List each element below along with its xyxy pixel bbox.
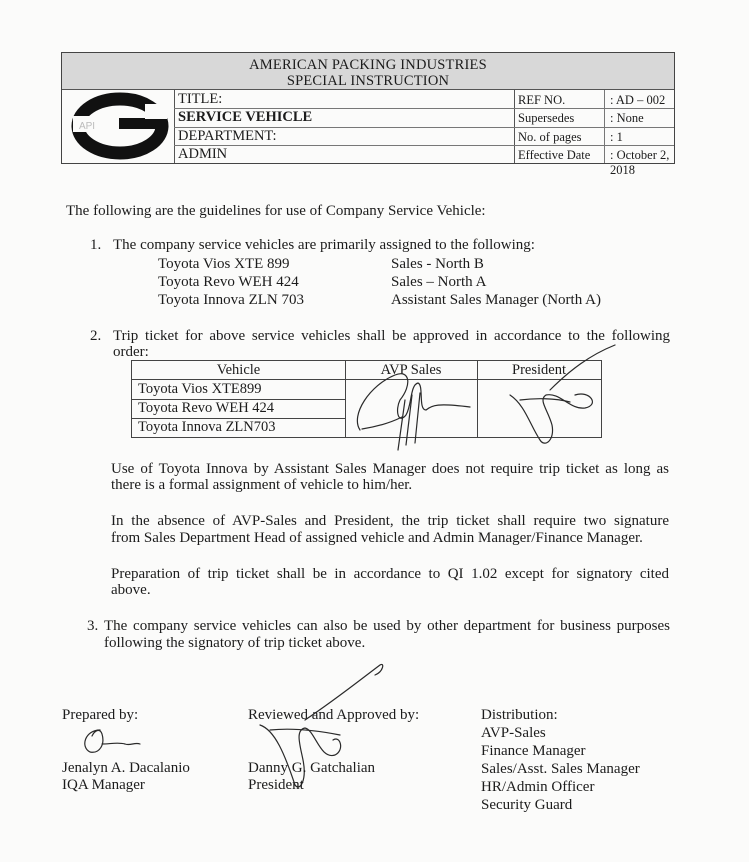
distribution-label: Distribution: (481, 707, 558, 723)
distribution-item: HR/Admin Officer (481, 779, 595, 795)
logo-text: API (78, 121, 96, 132)
pages-value: : 1 (610, 130, 623, 144)
distribution-item: AVP-Sales (481, 725, 546, 741)
president-signature-table (490, 340, 620, 455)
reviewed-by-label: Reviewed and Approved by: (248, 707, 420, 723)
table-row-vehicle-1: Toyota Vios XTE899 (138, 381, 262, 397)
para2-line2: from Sales Department Head of assigned vehicle and Admin Manager/Finance Manager. (111, 530, 643, 546)
prepared-by-title: IQA Manager (62, 777, 145, 793)
item3-number: 3. (87, 618, 99, 634)
document-header (61, 52, 675, 177)
item3-text-line1: The company service vehicles can also be used by other department for business purposes (104, 618, 670, 634)
intro-text: The following are the guidelines for use of Company Service Vehicle: (66, 203, 486, 219)
assignment-to-1: Sales - North B (391, 256, 484, 272)
table-header-president: President (512, 362, 566, 378)
company-logo (63, 90, 173, 162)
prepared-by-label: Prepared by: (62, 707, 139, 723)
para3-line2: above. (111, 582, 151, 598)
item2-number: 2. (90, 328, 102, 344)
prepared-by-name: Jenalyn A. Dacalanio (62, 760, 190, 776)
avp-sales-signature (340, 355, 490, 455)
para3-line1: Preparation of trip ticket shall be in accordance to QI 1.02 except for signatory cited (111, 566, 669, 582)
assignment-vehicle-2: Toyota Revo WEH 424 (158, 274, 299, 290)
title-value: SERVICE VEHICLE (178, 109, 313, 125)
item1-text: The company service vehicles are primarily assigned to the following: (113, 237, 535, 253)
distribution-item: Finance Manager (481, 743, 586, 759)
para1-line2: there is a formal assignment of vehicle to him/her. (111, 477, 413, 493)
prepared-signature (70, 722, 160, 762)
reviewed-by-title: President (248, 777, 304, 793)
item2-text-line2: order: (113, 344, 149, 360)
effective-date-label: Effective Date (518, 148, 591, 162)
department-label: DEPARTMENT: (178, 128, 277, 144)
reference-cell (514, 90, 674, 177)
table-header-vehicle: Vehicle (216, 362, 261, 378)
supersedes-value: : None (610, 111, 644, 125)
company-name: AMERICAN PACKING INDUSTRIES (249, 57, 487, 73)
table-row-vehicle-2: Toyota Revo WEH 424 (138, 400, 275, 416)
title-label: TITLE: (178, 91, 223, 107)
header-title-band (62, 53, 674, 90)
table-header-avp-sales: AVP Sales (380, 362, 442, 378)
pages-label: No. of pages (518, 130, 582, 144)
ref-no-label: REF NO. (518, 93, 566, 107)
item3-text-line2: following the signatory of trip ticket above. (104, 635, 366, 651)
para2-line1: In the absence of AVP-Sales and President, the trip ticket shall require two signature (111, 513, 669, 529)
department-value: ADMIN (178, 146, 228, 162)
para1-line1: Use of Toyota Innova by Assistant Sales Manager does not require trip ticket as long as (111, 461, 669, 477)
supersedes-label: Supersedes (518, 111, 575, 125)
item1-number: 1. (90, 237, 102, 253)
title-cell (174, 90, 515, 163)
ref-no-value: : AD – 002 (610, 93, 666, 107)
effective-date-value: : October 2, 2018 (610, 148, 670, 177)
distribution-item: Sales/Asst. Sales Manager (481, 761, 640, 777)
distribution-item: Security Guard (481, 797, 573, 813)
reviewed-by-name: Danny G. Gatchalian (248, 760, 376, 776)
assignment-to-3: Assistant Sales Manager (North A) (391, 292, 601, 308)
assignment-vehicle-1: Toyota Vios XTE 899 (158, 256, 290, 272)
assignment-to-2: Sales – North A (391, 274, 487, 290)
assignment-vehicle-3: Toyota Innova ZLN 703 (158, 292, 305, 308)
table-row-vehicle-3: Toyota Innova ZLN703 (138, 419, 276, 435)
logo-cell (62, 90, 175, 163)
document-type: SPECIAL INSTRUCTION (286, 73, 450, 89)
item2-text-line1: Trip ticket for above service vehicles shall be approved in accordance to the following (113, 328, 670, 344)
